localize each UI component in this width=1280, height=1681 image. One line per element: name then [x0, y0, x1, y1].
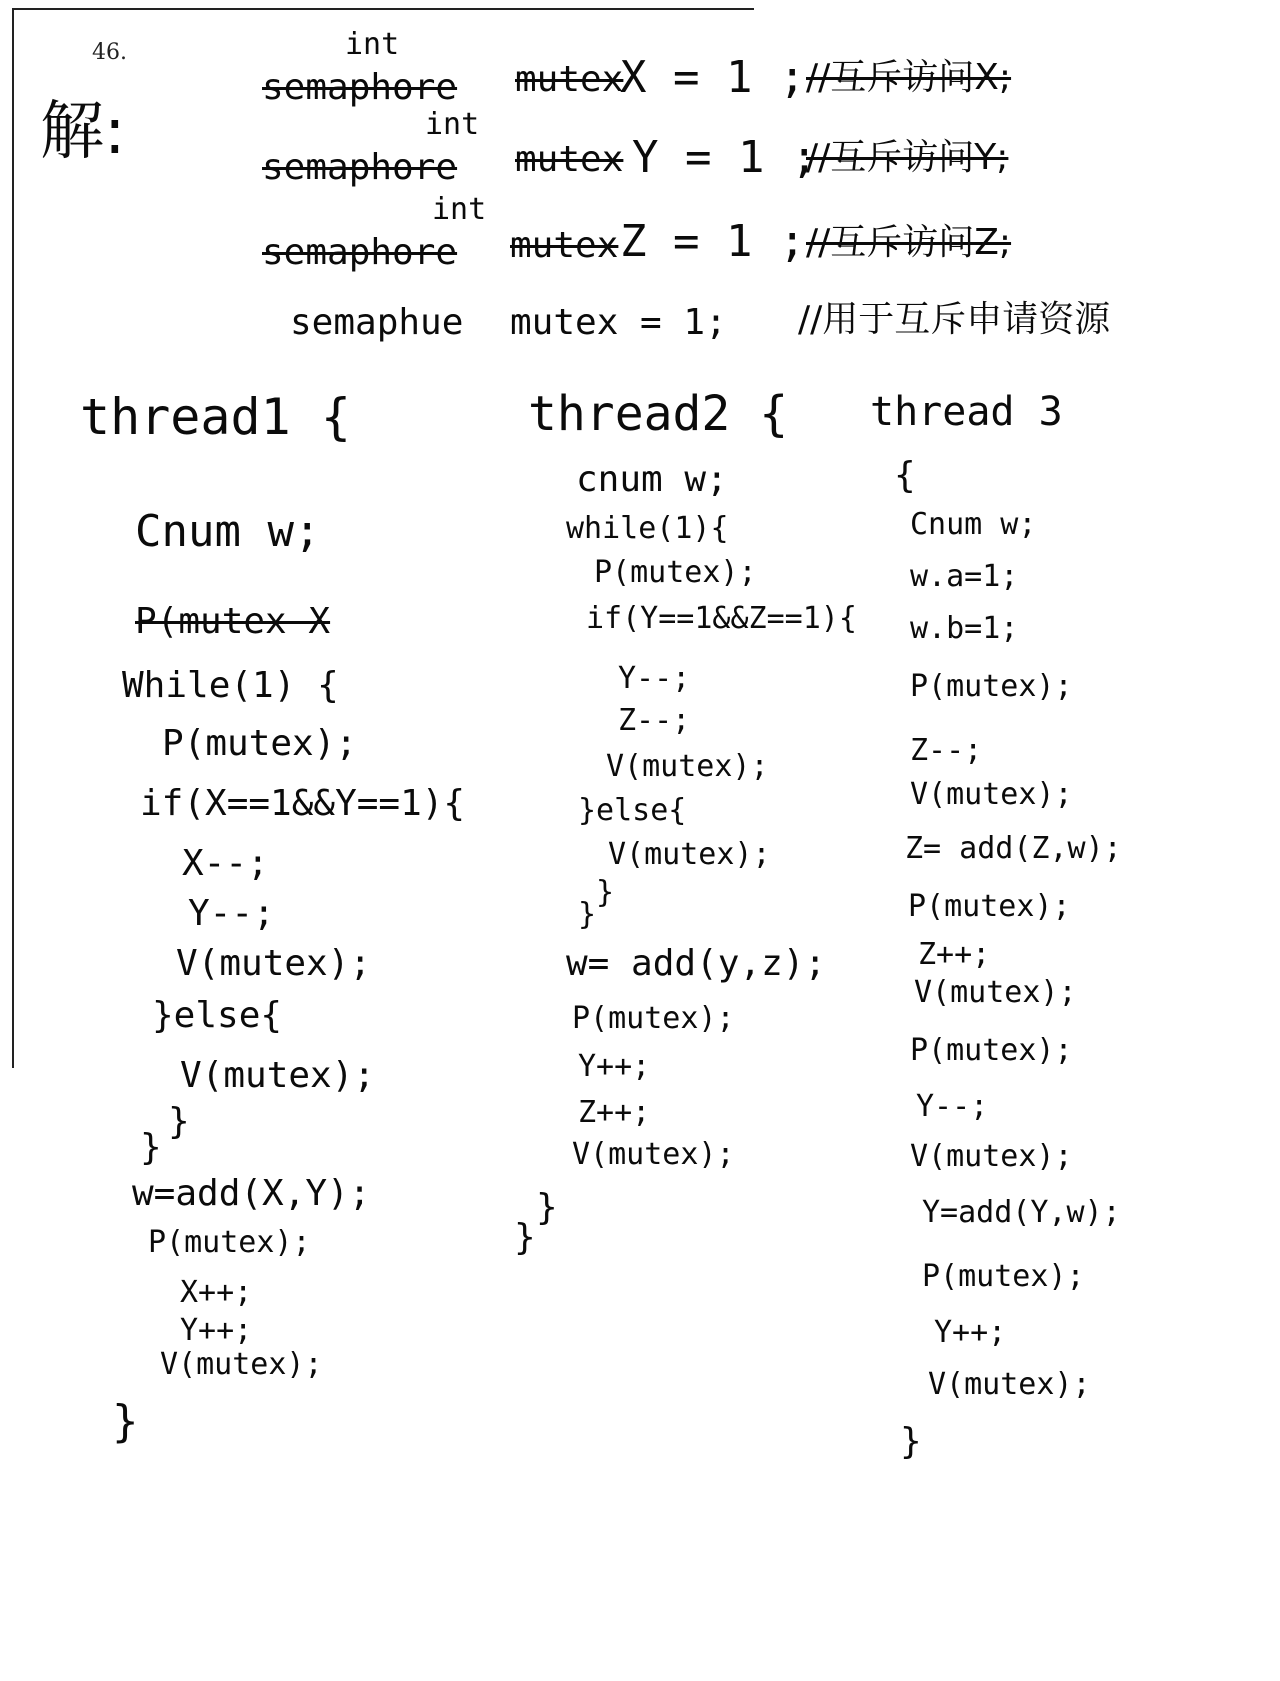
kept-comment: //用于互斥申请资源 — [798, 299, 1111, 340]
code-line: P(mutex); — [910, 1033, 1073, 1068]
code-line: While(1) { — [122, 665, 339, 706]
code-line: Y--; — [618, 661, 691, 696]
struck-type: semaphore — [262, 67, 458, 108]
struck-code-line: P(mutex X — [135, 601, 331, 642]
code-line: V(mutex); — [160, 1347, 323, 1382]
inserted-int: int — [345, 27, 400, 62]
code-line: while(1){ — [566, 511, 729, 546]
thread3-header: thread 3 — [870, 389, 1063, 435]
code-line: }else{ — [578, 793, 687, 828]
code-line: V(mutex); — [180, 1055, 376, 1096]
code-line: Z++; — [578, 1095, 651, 1130]
code-line: Z--; — [618, 703, 691, 738]
code-line: Z= add(Z,w); — [905, 831, 1122, 866]
code-line: P(mutex); — [572, 1001, 735, 1036]
struck-mutex: mutex — [515, 139, 624, 180]
code-line: Z++; — [918, 937, 991, 972]
code-line: w.b=1; — [910, 611, 1019, 646]
code-line: if(Y==1&&Z==1){ — [586, 601, 857, 636]
code-line: Y++; — [934, 1315, 1007, 1350]
code-line: } — [900, 1421, 922, 1462]
kept-type: semaphue — [290, 302, 464, 343]
code-line: P(mutex); — [908, 889, 1071, 924]
struck-comment: //互斥访问X; — [806, 57, 1012, 98]
code-line: }else{ — [152, 995, 283, 1036]
code-line: } — [536, 1187, 558, 1228]
code-line: Y++; — [578, 1049, 651, 1084]
solution-label: 解: — [40, 95, 126, 169]
thread1-header: thread1 { — [80, 388, 351, 446]
code-line: V(mutex); — [910, 1139, 1073, 1174]
code-line: V(mutex); — [928, 1367, 1091, 1402]
decl-assignment: Y = 1 ; — [632, 132, 818, 183]
code-line: P(mutex); — [148, 1225, 311, 1260]
code-line: if(X==1&&Y==1){ — [140, 783, 466, 824]
inserted-int: int — [432, 192, 487, 227]
code-line: P(mutex); — [162, 723, 358, 764]
code-line: P(mutex); — [594, 555, 757, 590]
struck-mutex: mutex — [515, 59, 624, 100]
code-line: Y=add(Y,w); — [922, 1195, 1121, 1230]
code-line: V(mutex); — [572, 1137, 735, 1172]
struck-comment: //互斥访问Y; — [806, 137, 1009, 178]
code-line: cnum w; — [576, 459, 728, 500]
kept-decl: mutex = 1; — [510, 302, 727, 343]
decl-assignment: Z = 1 ; — [620, 216, 806, 267]
code-line: w= add(y,z); — [566, 943, 827, 984]
code-line: } — [140, 1127, 162, 1168]
struck-comment: //互斥访问Z; — [806, 222, 1012, 263]
code-line: Cnum w; — [910, 507, 1037, 542]
code-line: w=add(X,Y); — [132, 1173, 371, 1214]
code-line: } — [514, 1217, 536, 1258]
struck-mutex: mutex — [510, 225, 619, 266]
struck-type: semaphore — [262, 232, 458, 273]
code-line: Y--; — [916, 1089, 989, 1124]
code-line: Y++; — [180, 1313, 253, 1348]
code-line: V(mutex); — [608, 837, 771, 872]
code-line: } — [112, 1396, 139, 1447]
code-line: w.a=1; — [910, 559, 1019, 594]
code-line: Cnum w; — [135, 506, 321, 557]
thread2-header: thread2 { — [528, 386, 789, 442]
question-number: 46. — [92, 40, 127, 65]
struck-type: semaphore — [262, 147, 458, 188]
code-line: V(mutex); — [910, 777, 1073, 812]
code-line: V(mutex); — [606, 749, 769, 784]
code-line: V(mutex); — [914, 975, 1077, 1010]
left-border-line — [12, 8, 14, 1068]
code-line: X++; — [180, 1275, 253, 1310]
top-border-line — [14, 8, 754, 10]
code-line: Y--; — [188, 893, 275, 934]
decl-assignment: X = 1 ; — [620, 52, 806, 103]
code-line: V(mutex); — [176, 943, 372, 984]
code-line: { — [894, 455, 916, 496]
inserted-int: int — [425, 107, 480, 142]
code-line: P(mutex); — [922, 1259, 1085, 1294]
code-line: Z--; — [910, 733, 983, 768]
code-line: P(mutex); — [910, 669, 1073, 704]
code-line: } — [168, 1101, 190, 1142]
code-line: X--; — [182, 843, 269, 884]
code-line: } — [596, 875, 615, 910]
code-line: } — [578, 897, 597, 932]
